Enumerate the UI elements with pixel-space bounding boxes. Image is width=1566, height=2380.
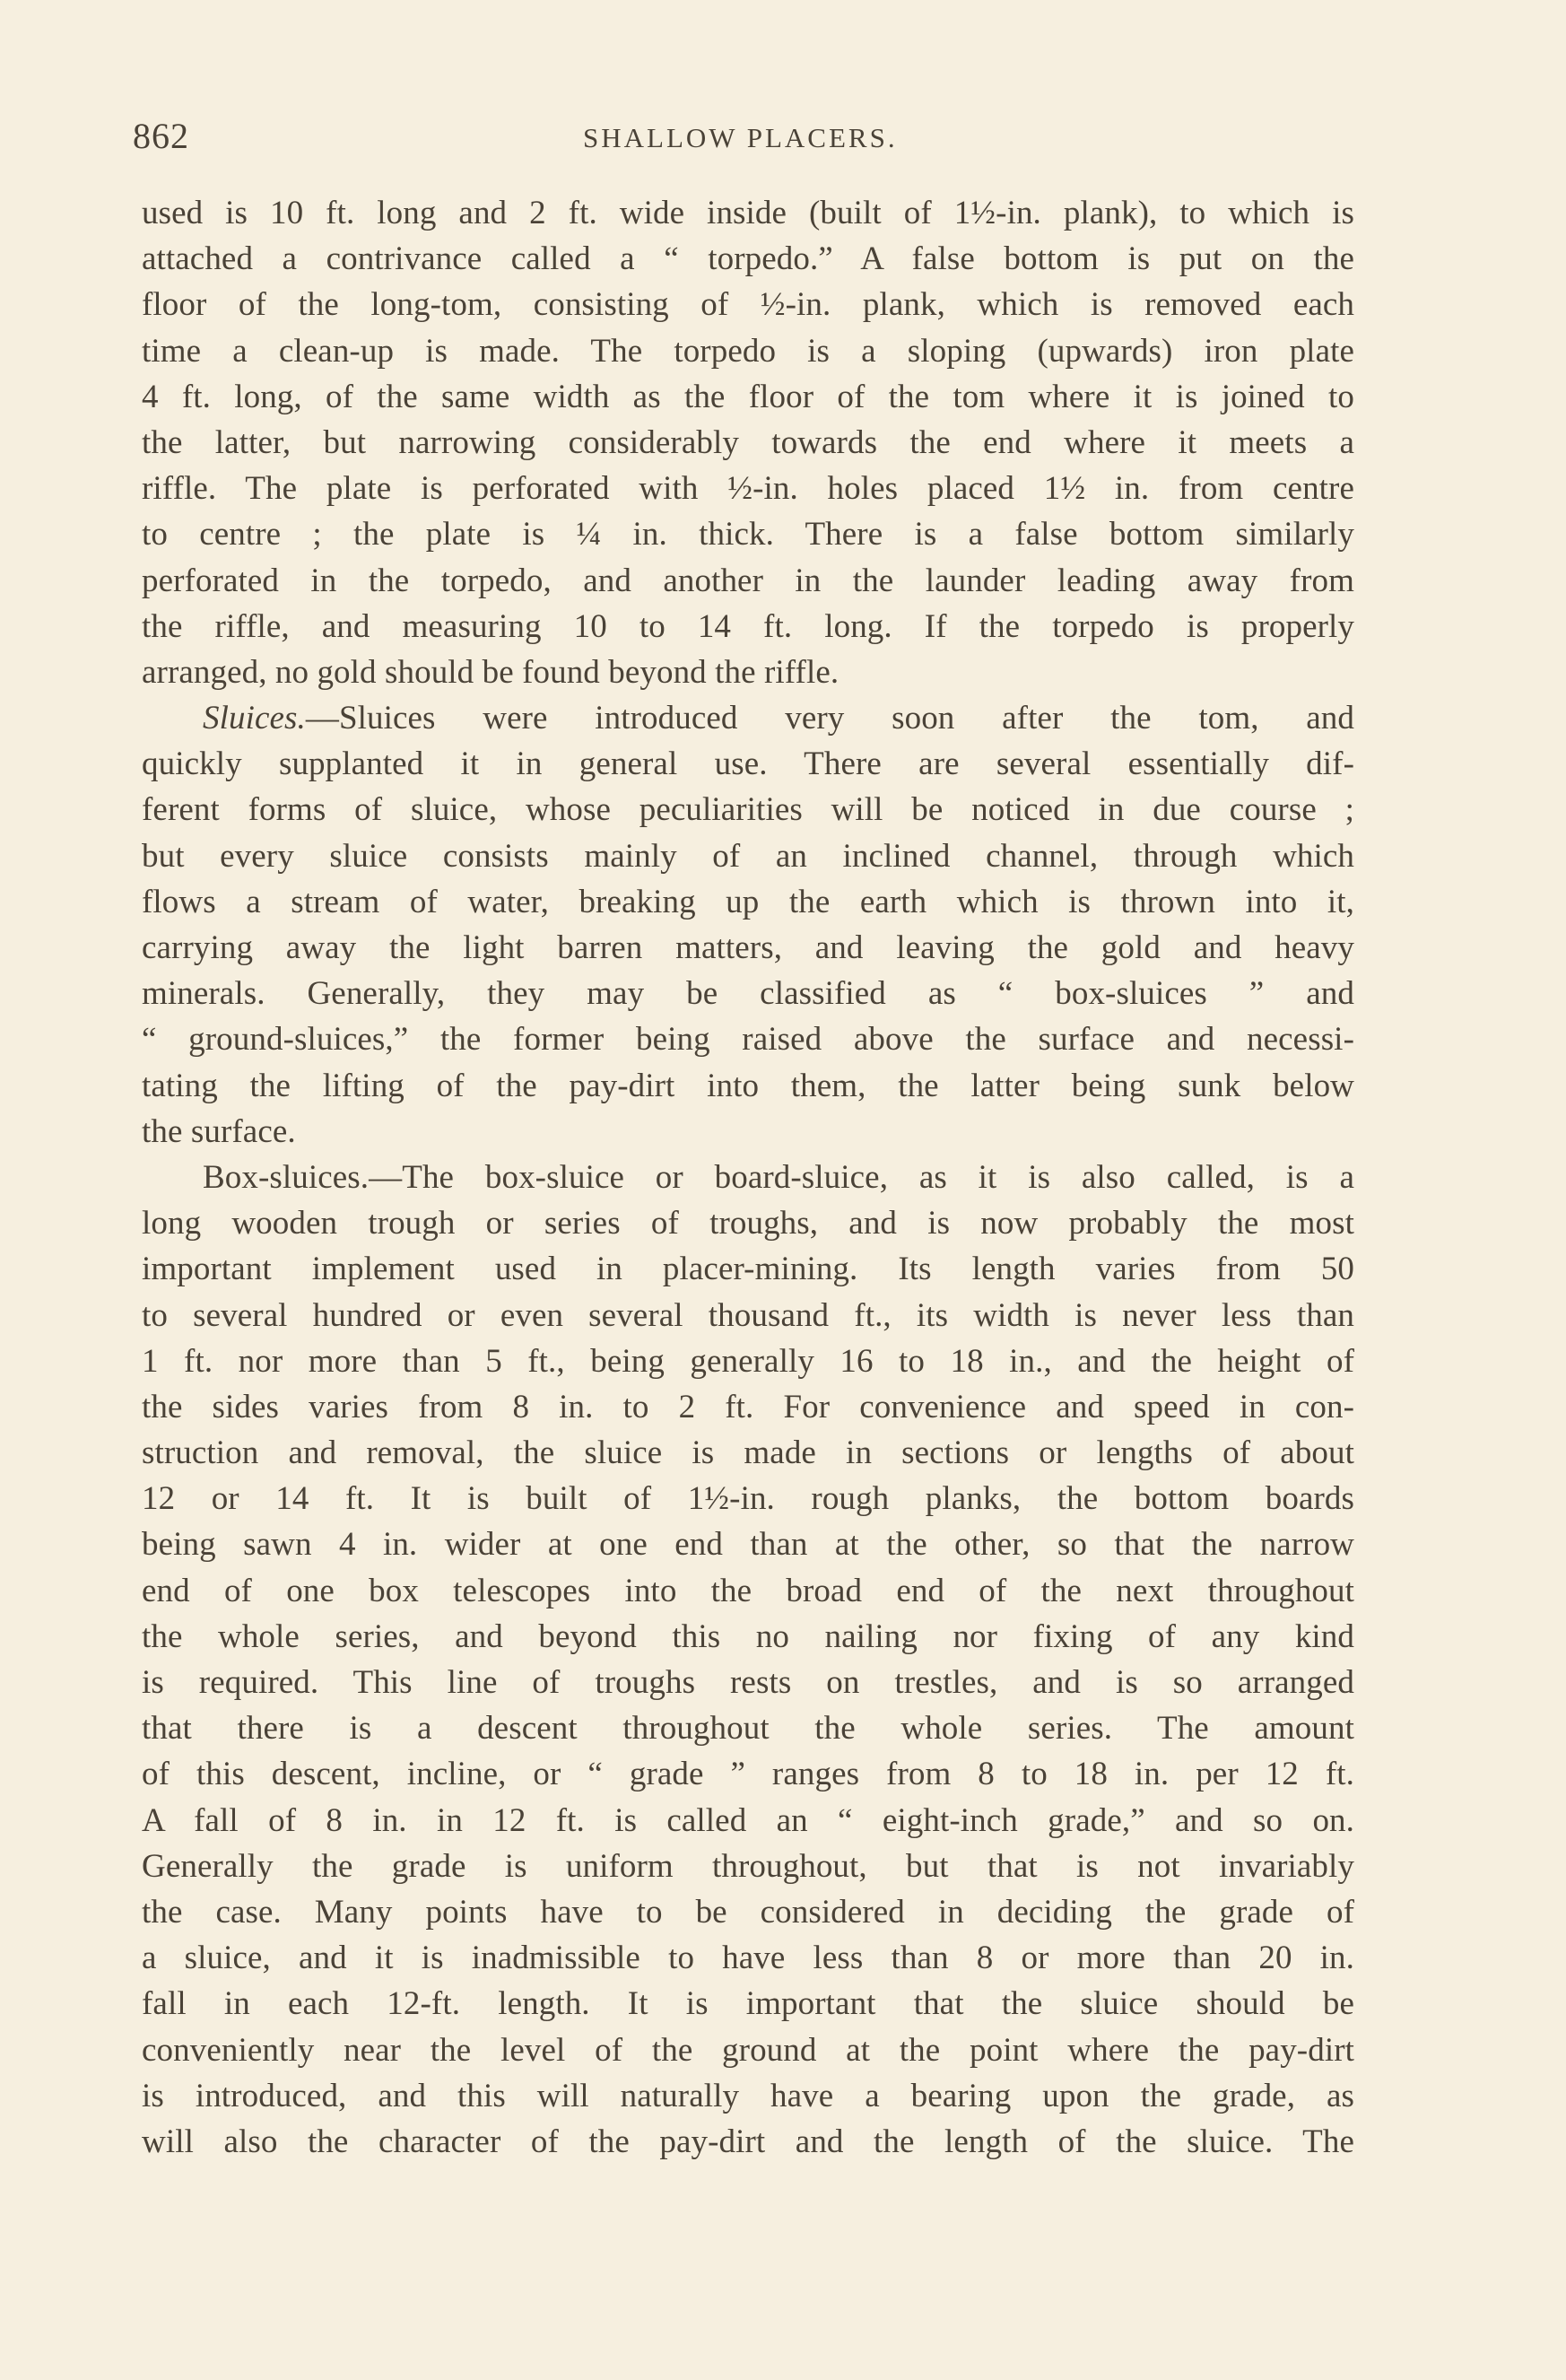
- text-line: minerals. Generally, they may be classified as “ box-sluices ” and: [142, 975, 1354, 1013]
- text-line: to several hundred or even several thousand ft., its width is never less than: [142, 1296, 1354, 1334]
- text-line: 4 ft. long, of the same width as the floor of the tom where it is joined to: [142, 378, 1354, 415]
- text-line: 12 or 14 ft. It is built of 1½-in. rough planks, the bottom boards: [142, 1480, 1354, 1518]
- text-line: ferent forms of sluice, whose peculiarities will be noticed in due course ;: [142, 791, 1354, 829]
- text-line: struction and removal, the sluice is made in sections or lengths of about: [142, 1434, 1354, 1472]
- text-line: of this descent, incline, or “ grade ” ranges from 8 to 18 in. per 12 ft.: [142, 1756, 1354, 1793]
- text-line: conveniently near the level of the ground at the point where the pay-dirt: [142, 2031, 1354, 2069]
- running-title: SHALLOW PLACERS.: [583, 122, 898, 153]
- body-text: [142, 190, 1354, 2165]
- text-line: floor of the long-tom, consisting of ½-in. plank, which is removed each: [142, 286, 1354, 324]
- text-line: quickly supplanted it in general use. There are several essentially dif-: [142, 745, 1354, 783]
- text-line: carrying away the light barren matters, and leaving the gold and heavy: [142, 929, 1354, 966]
- text-line: A fall of 8 in. in 12 ft. is called an “ eight-inch grade,” and so on.: [142, 1801, 1354, 1839]
- text-line: perforated in the torpedo, and another in the launder leading away from: [142, 562, 1354, 599]
- text-line: being sawn 4 in. wider at one end than at the other, so that the narrow: [142, 1526, 1354, 1564]
- text-line: 1 ft. nor more than 5 ft., being generally 16 to 18 in., and the height of: [142, 1342, 1354, 1380]
- text-line: “ ground-sluices,” the former being raised above the surface and necessi-: [142, 1021, 1354, 1059]
- text-line: a sluice, and it is inadmissible to have less than 8 or more than 20 in.: [142, 1940, 1354, 1977]
- text-line: the case. Many points have to be considered in deciding the grade of: [142, 1893, 1354, 1931]
- text-line: to centre ; the plate is ¼ in. thick. There is a false bottom similarly: [142, 516, 1354, 554]
- text-line: tating the lifting of the pay-dirt into them, the latter being sunk below: [142, 1067, 1354, 1104]
- text-line: will also the character of the pay-dirt and the length of the sluice. The: [142, 2123, 1354, 2160]
- text-line: important implement used in placer-mining. Its length varies from 50: [142, 1251, 1354, 1288]
- text-line: the whole series, and beyond this no nailing nor fixing of any kind: [142, 1617, 1354, 1655]
- text-line: that there is a descent throughout the whole series. The amount: [142, 1710, 1354, 1748]
- page-number: 862: [133, 116, 189, 156]
- text-line: is required. This line of troughs rests on trestles, and is so arranged: [142, 1664, 1354, 1701]
- text-line: long wooden trough or series of troughs, and is now probably the most: [142, 1205, 1354, 1242]
- text-line: the sides varies from 8 in. to 2 ft. For convenience and speed in con-: [142, 1388, 1354, 1425]
- text-line: but every sluice consists mainly of an inclined channel, through which: [142, 837, 1354, 875]
- text-line: the riffle, and measuring 10 to 14 ft. long. If the torpedo is properly: [142, 607, 1354, 645]
- text-line: used is 10 ft. long and 2 ft. wide inside (built of 1½-in. plank), to which is: [142, 195, 1354, 231]
- text-line: is introduced, and this will naturally have a bearing upon the grade, as: [142, 2077, 1354, 2114]
- text-line: the surface.: [142, 1112, 296, 1150]
- text-line: attached a contrivance called a “ torpedo.” A false bottom is put on the: [142, 240, 1354, 278]
- section-heading-line: Sluices.—Sluices were introduced very soon after the tom, and: [203, 700, 1354, 737]
- text-line: arranged, no gold should be found beyond the riffle.: [142, 653, 840, 691]
- text-line: Generally the grade is uniform throughout, but that is not invariably: [142, 1847, 1354, 1885]
- text-line: the latter, but narrowing considerably towards the end where it meets a: [142, 423, 1354, 461]
- section-heading-line: Box-sluices.—The box-sluice or board-sluice, as it is also called, is a: [203, 1158, 1354, 1196]
- text-line: riffle. The plate is perforated with ½-in. holes placed 1½ in. from centre: [142, 470, 1354, 508]
- running-head: [0, 115, 1566, 158]
- text-line: fall in each 12-ft. length. It is important that the sluice should be: [142, 1985, 1354, 2023]
- text-line: flows a stream of water, breaking up the earth which is thrown into it,: [142, 883, 1354, 920]
- text-line: time a clean-up is made. The torpedo is a sloping (upwards) iron plate: [142, 332, 1354, 370]
- text-line: end of one box telescopes into the broad end of the next throughout: [142, 1572, 1354, 1609]
